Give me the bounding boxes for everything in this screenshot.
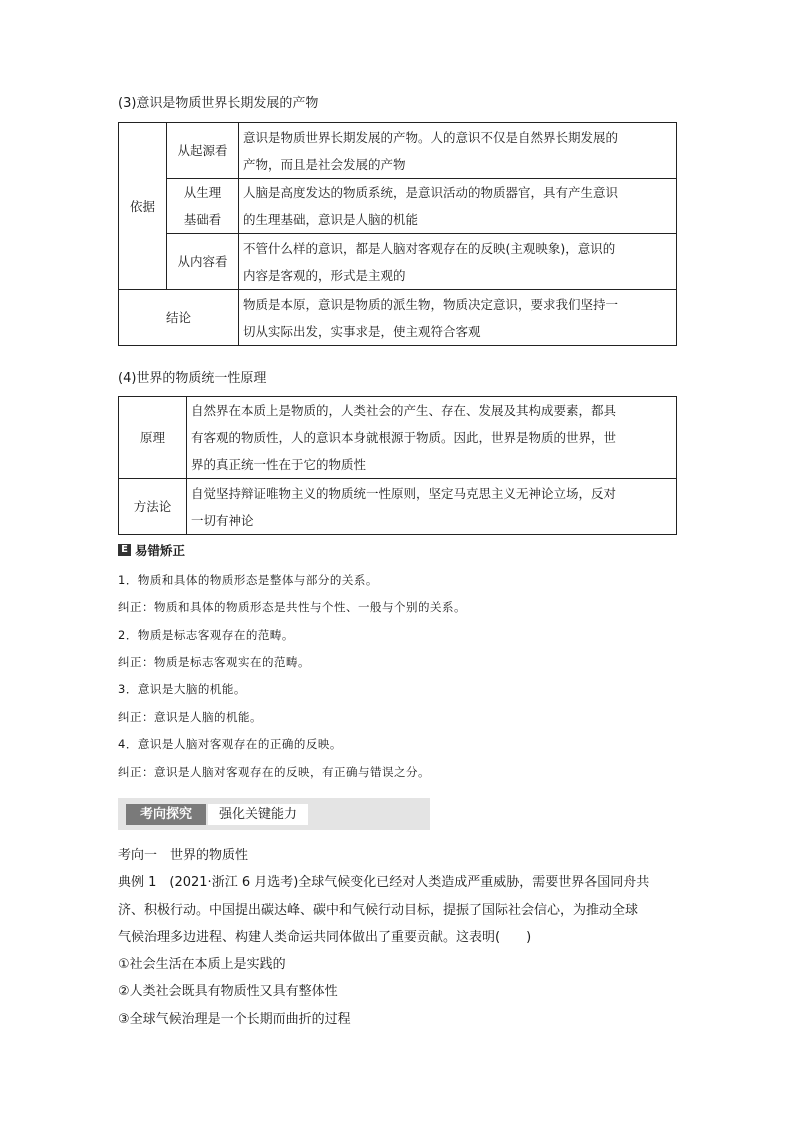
principle-text: 自然界在本质上是物质的，人类社会的产生、存在、发展及其构成要素，都具 有客观的物质性，人的意识本身就根源于物质。因此，世界是物质的世界，世 界的真正统一性在于它的物质性 (187, 397, 677, 479)
error-line: 2．物质是标志客观存在的范畴。 (118, 628, 294, 642)
banner-left-label: 考向探究 (126, 804, 206, 825)
error-line: 4．意识是人脑对客观存在的正确的反映。 (118, 737, 342, 751)
row-text: 意识是物质世界长期发展的产物。人的意识不仅是自然界长期发展的 产物，而且是社会发展的产物 (239, 123, 677, 179)
principle-label: 原理 (119, 397, 187, 479)
example-text-line: 济、积极行动。中国提出碳达峰、碳中和气候行动目标，提振了国际社会信心，为推动全球 (118, 903, 639, 918)
option-line: ②人类社会既具有物质性又具有整体性 (118, 984, 338, 999)
correction-line: 纠正：意识是人脑的机能。 (118, 710, 262, 724)
correction-line: 纠正：物质是标志客观实在的范畴。 (118, 655, 310, 669)
direction-title: 考向一 世界的物质性 (118, 848, 249, 863)
error-line: 1．物质和具体的物质形态是整体与部分的关系。 (118, 573, 378, 587)
error-correction-heading: E 易错矫正 (118, 541, 185, 559)
row-text: 不管什么样的意识，都是人脑对客观存在的反映(主观映象)，意识的 内容是客观的，形式是主观的 (239, 234, 677, 290)
unity-table (118, 396, 677, 535)
consciousness-table (118, 122, 677, 346)
error-line: 3．意识是大脑的机能。 (118, 682, 246, 696)
banner-right-label: 强化关键能力 (208, 804, 308, 825)
example-text-line: 典例 1 (2021·浙江 6 月选考)全球气候变化已经对人类造成严重威胁，需要世界各国同舟共 (118, 875, 650, 890)
option-line: ①社会生活在本质上是实践的 (118, 957, 286, 972)
correction-line: 纠正：物质和具体的物质形态是共性与个性、一般与个别的关系。 (118, 600, 466, 614)
method-text: 自觉坚持辩证唯物主义的物质统一性原则，坚定马克思主义无神论立场，反对 一切有神论 (187, 479, 677, 535)
correction-line: 纠正：意识是人脑对客观存在的反映，有正确与错误之分。 (118, 765, 430, 779)
option-line: ③全球气候治理是一个长期而曲折的过程 (118, 1012, 351, 1027)
row-label: 从生理 基础看 (167, 179, 239, 234)
method-label: 方法论 (119, 479, 187, 535)
row-label: 从内容看 (167, 234, 239, 290)
section-title: (3)意识是物质世界长期发展的产物 (118, 96, 319, 111)
row-label: 从起源看 (167, 123, 239, 179)
conclusion-text: 物质是本原，意识是物质的派生物，物质决定意识，要求我们坚持一 切从实际出发，实事求是，使主观符合客观 (239, 290, 677, 346)
example-text-line: 气候治理多边进程、构建人类命运共同体做出了重要贡献。这表明( ) (118, 930, 532, 945)
row-text: 人脑是高度发达的物质系统，是意识活动的物质器官，具有产生意识 的生理基础，意识是人脑的机能 (239, 179, 677, 234)
error-correction-icon: E (118, 544, 131, 556)
section-banner (118, 798, 430, 830)
section-title: (4)世界的物质统一性原理 (118, 371, 267, 386)
conclusion-label: 结论 (119, 290, 239, 346)
basis-label: 依据 (119, 123, 167, 290)
